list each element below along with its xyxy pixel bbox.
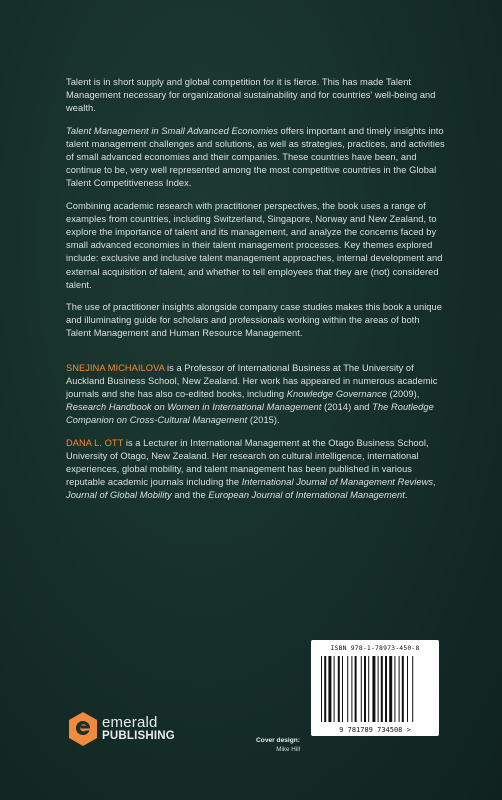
author-bio-1-book-1: Knowledge Governance	[286, 389, 387, 400]
author-bio-2-journal-2: Journal of Global Mobility	[66, 490, 172, 501]
publisher-name-line2: PUBLISHING	[102, 730, 175, 742]
author-bio-2-text-a: is a Lecturer in International Management at the Otago Business School, University of Otago, New Zealand. Her research on cultural intelligence, international experiences, global mobility, and talent management has been published in various reputable academic journals including the	[66, 437, 429, 488]
author-bio-1-text-d: (2015).	[247, 415, 280, 426]
author-bio-1-text-b: (2009),	[386, 389, 420, 400]
emerald-logo-icon	[68, 712, 98, 746]
cover-designer-name: Mike Hill	[276, 746, 300, 753]
book-title-italic: Talent Management in Small Advanced Economies	[66, 125, 278, 136]
author-name-2: DANA L. OTT	[66, 437, 124, 448]
author-bio-1-book-2: Research Handbook on Women in International Management	[66, 402, 322, 413]
barcode-bars	[315, 654, 435, 734]
spacer	[66, 350, 446, 362]
author-bio-1-text-a: is a Professor of International Business at The University of Auckland Business School, New Zealand. Her work has appeared in numerous academic journals and she has also co-edited books, including	[66, 362, 438, 400]
isbn-label: ISBN 978-1-78973-450-8	[330, 644, 420, 652]
author-bio-2-journal-3: European Journal of International Management	[208, 490, 405, 501]
blurb-paragraph-2-text: offers important and timely insights into talent management challenges and solutions, as well as strategies, practices, and activities of small advanced economies and their companies. These countries have been, and continue to be, very well represented among the most competitive countries in the Global Talent Competitiveness Index.	[66, 125, 445, 189]
barcode-digits: 9 781789 734508 >	[339, 726, 411, 734]
cover-credit	[230, 737, 300, 753]
back-cover-text	[66, 76, 446, 512]
author-bio-2-text-d: .	[404, 490, 408, 501]
author-bio-2-text-c: and the	[171, 490, 209, 501]
author-bio-2-journal-1: International Journal of Management Reviews	[241, 477, 434, 488]
author-bio-2	[66, 437, 446, 503]
publisher-name-line1: emerald	[102, 714, 158, 731]
author-bio-1-text-c: (2014) and	[321, 402, 373, 413]
blurb-paragraph-3: Combining academic research with practitioner perspectives, the book uses a range of examples from countries, including Switzerland, Singapore, Norway and New Zealand, to explore the importance of talent and its management, and analyze the concerns faced by small advanced economies in their talent management processes. Key themes explored include: exclusive and inclusive talent management approaches, internal development and external acquisition of talent, and whether to tell employees that they are (not) considered talent.	[66, 200, 443, 290]
cover-design-label: Cover design:	[256, 737, 300, 744]
author-bio-1-book-3: The Routledge Companion on Cross-Cultural Management	[66, 402, 434, 426]
isbn-barcode	[311, 640, 439, 736]
author-bio-2-text-b: ,	[433, 477, 436, 488]
blurb-paragraph-4: The use of practitioner insights alongside company case studies makes this book a unique and illuminating guide for scholars and professionals working within the areas of both Talent Management and Human Resource Management.	[66, 302, 442, 339]
blurb-paragraph-1: Talent is in short supply and global competition for it is fierce. This has made Talent Management necessary for organizational sustainability and for countries' well-being and wealth.	[66, 77, 436, 114]
author-name-1: SNEJINA MICHAILOVA	[66, 362, 165, 373]
publisher-logo	[68, 712, 208, 756]
blurb-paragraph-2	[66, 125, 446, 191]
author-bio-1	[66, 362, 446, 428]
